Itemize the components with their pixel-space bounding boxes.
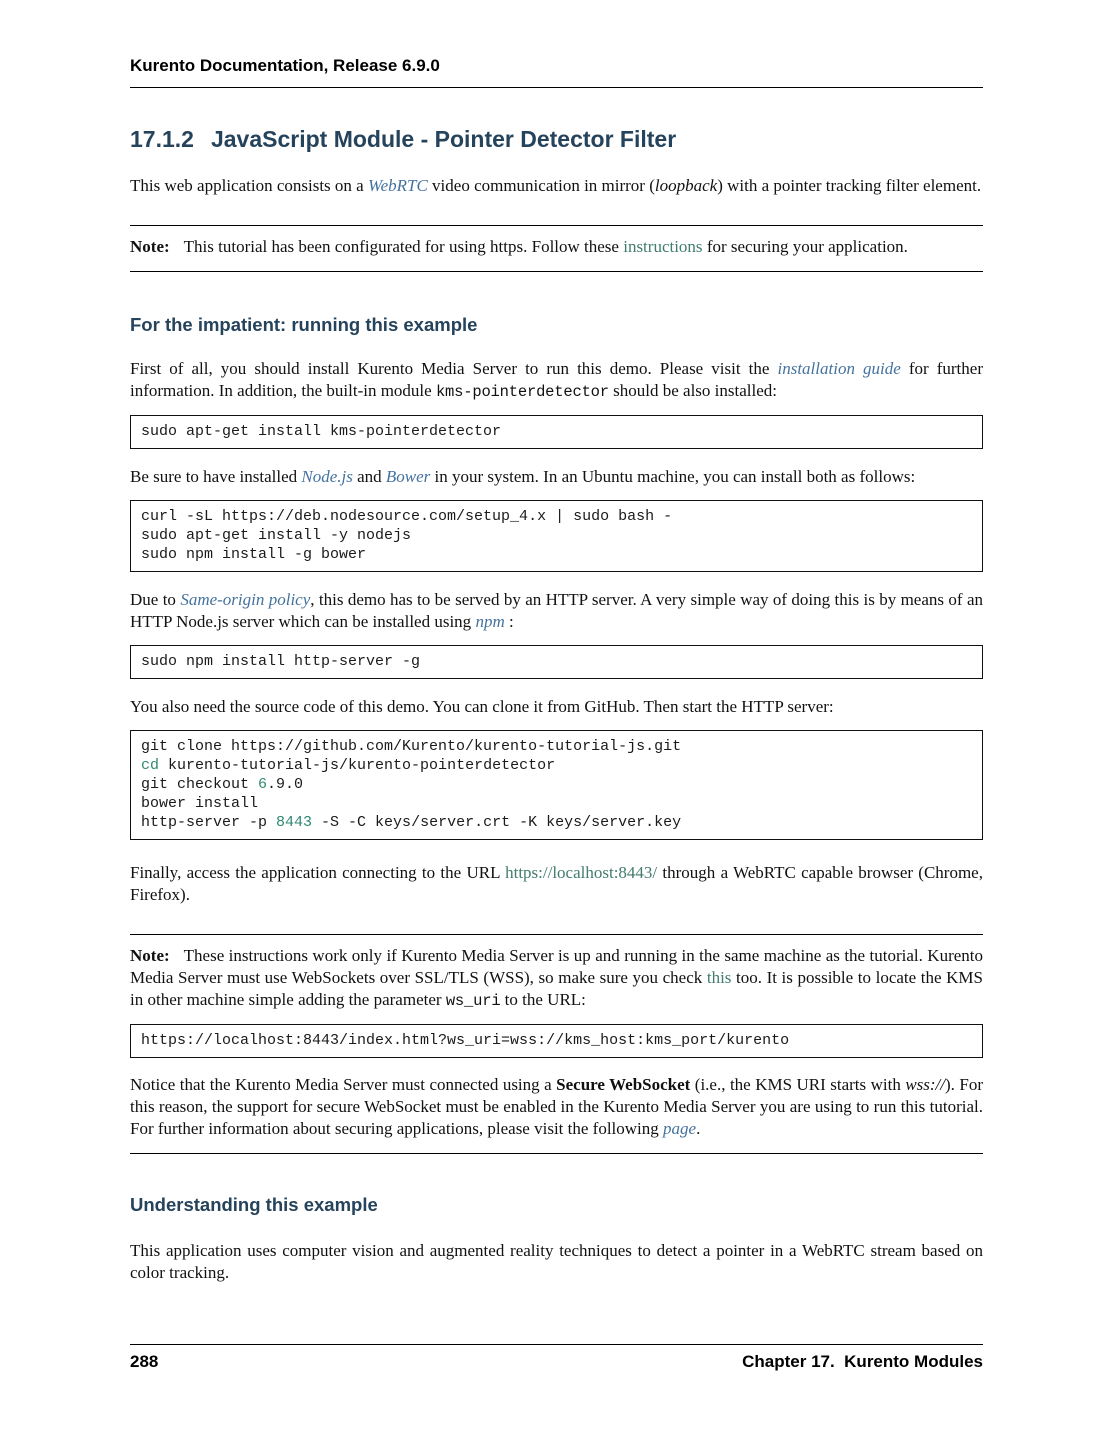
text-run: too. It is possible to locate the KMS in other machine simple adding the parameter — [130, 968, 983, 1009]
section-number: 17.1.2 — [130, 126, 194, 152]
code-line: sudo npm install -g bower — [141, 546, 367, 563]
footer-page-number: 288 — [130, 1352, 159, 1371]
link-this[interactable]: this — [706, 968, 732, 987]
text-run: This application uses computer vision and augmented reality techniques to detect a pointer in a WebRTC stream based on color tracking. — [130, 1241, 983, 1282]
paragraph-source-code — [130, 696, 983, 718]
note-box-kms-location — [130, 934, 983, 1154]
text-run: and — [352, 467, 386, 486]
code-line: sudo npm install http-server -g — [141, 653, 421, 670]
page-footer — [130, 1344, 983, 1372]
code-line: -S -C keys/server.crt -K keys/server.key — [312, 814, 682, 831]
text-run: for securing your application. — [702, 237, 908, 256]
running-header — [130, 0, 983, 88]
subsection-heading-understanding: Understanding this example — [130, 1194, 378, 1215]
inline-code-kms-pointerdetector: kms-pointerdetector — [435, 383, 609, 401]
code-line: kurento-tutorial-js/kurento-pointerdetector — [159, 757, 556, 774]
paragraph-same-origin — [130, 589, 983, 633]
text-run: Due to — [130, 590, 181, 609]
text-run: (i.e., the KMS URI starts with — [690, 1075, 906, 1094]
code-line: sudo apt-get install -y nodejs — [141, 527, 412, 544]
code-token-number: 8443 — [276, 814, 313, 831]
text-run: This tutorial has been configurated for using https. Follow these — [183, 237, 624, 256]
code-token-cd: cd — [141, 757, 160, 774]
subsection-heading-impatient: For the impatient: running this example — [130, 314, 478, 335]
text-run: should be also installed: — [608, 381, 777, 400]
paragraph-understanding — [130, 1240, 983, 1284]
link-nodejs[interactable]: Node.js — [301, 467, 353, 486]
code-block-clone-and-run — [130, 730, 983, 840]
code-block-install-node — [130, 500, 983, 572]
text-run: Be sure to have installed — [130, 467, 302, 486]
text-run: for further information. In addition, the built-in module — [130, 359, 983, 400]
paragraph-node-bower — [130, 466, 983, 488]
text-run: ) with a pointer tracking filter element. — [717, 176, 982, 195]
code-line: http-server -p — [141, 814, 277, 831]
text-run: through a WebRTC capable browser (Chrome, Firefox). — [130, 863, 983, 904]
link-installation-guide[interactable]: installation guide — [777, 359, 901, 378]
text-run: ). For this reason, the support for secure WebSocket must be enabled in the Kurento Media Server you are using to run this tutorial. For further information about securing applications, please visit the following — [130, 1075, 983, 1138]
note-label: Note: — [130, 237, 170, 256]
code-line: .9.0 — [267, 776, 304, 793]
paragraph-intro — [130, 175, 983, 197]
emphasis-loopback: loopback — [654, 176, 718, 195]
code-token-number: 6 — [258, 776, 268, 793]
text-run: : — [504, 612, 514, 631]
link-instructions[interactable]: instructions — [623, 237, 703, 256]
text-run: in your system. In an Ubuntu machine, you can install both as follows: — [430, 467, 916, 486]
inline-code-ws-uri: ws_uri — [445, 992, 501, 1010]
text-run: video communication in mirror ( — [427, 176, 655, 195]
paragraph-install-kms — [130, 358, 983, 403]
text-run: . — [696, 1119, 701, 1138]
text-run: These instructions work only if Kurento Media Server is up and running in the same machine as the tutorial. Kurento Media Server must use WebSockets over SSL/TLS (WSS), so make sure you check — [130, 946, 983, 987]
footer-chapter-label: Chapter 17. — [742, 1352, 835, 1371]
link-page[interactable]: page — [663, 1119, 697, 1138]
code-line: git clone https://github.com/Kurento/kurento-tutorial-js.git — [141, 738, 682, 755]
text-run: Finally, access the application connecting to the URL — [130, 863, 506, 882]
text-run: This web application consists on a — [130, 176, 368, 195]
footer-chapter-title: Kurento Modules — [844, 1352, 983, 1371]
text-run: Notice that the Kurento Media Server must connected using a — [130, 1075, 557, 1094]
bold-secure-websocket: Secure WebSocket — [556, 1075, 691, 1094]
code-line: bower install — [141, 795, 259, 812]
link-same-origin-policy[interactable]: Same-origin policy — [180, 590, 311, 609]
running-header-title: Kurento Documentation, Release 6.9.0 — [130, 56, 440, 75]
note-label: Note: — [130, 946, 170, 965]
code-line: curl -sL https://deb.nodesource.com/setup_4.x | sudo bash - — [141, 508, 673, 525]
note-paragraph-secure-websocket — [130, 1074, 983, 1140]
note-paragraph — [130, 236, 983, 258]
link-localhost-url[interactable]: https://localhost:8443/ — [505, 863, 658, 882]
link-npm[interactable]: npm — [475, 612, 505, 631]
note-box-https — [130, 225, 983, 272]
code-block-ws-uri-url — [130, 1024, 983, 1058]
emphasis-wss: wss:// — [905, 1075, 945, 1094]
text-run: First of all, you should install Kurento Media Server to run this demo. Please visit the — [130, 359, 778, 378]
code-block-install-http-server — [130, 645, 983, 679]
section-title: JavaScript Module - Pointer Detector Filter — [210, 126, 677, 152]
text-run: You also need the source code of this demo. You can clone it from GitHub. Then start the HTTP server: — [130, 697, 834, 716]
paragraph-access-url — [130, 862, 983, 906]
code-line: git checkout — [141, 776, 259, 793]
code-line: https://localhost:8443/index.html?ws_uri=wss://kms_host:kms_port/kurento — [141, 1032, 790, 1049]
code-block-install-kms — [130, 415, 983, 449]
text-run: , this demo has to be served by an HTTP server. A very simple way of doing this is by means of an HTTP Node.js server which can be installed using — [130, 590, 983, 631]
text-run: to the URL: — [500, 990, 586, 1009]
section-heading — [130, 126, 983, 153]
link-webrtc[interactable]: WebRTC — [367, 176, 428, 195]
note-paragraph — [130, 945, 983, 1012]
link-bower[interactable]: Bower — [385, 467, 431, 486]
code-line: sudo apt-get install kms-pointerdetector — [141, 423, 502, 440]
footer-chapter — [742, 1352, 983, 1372]
